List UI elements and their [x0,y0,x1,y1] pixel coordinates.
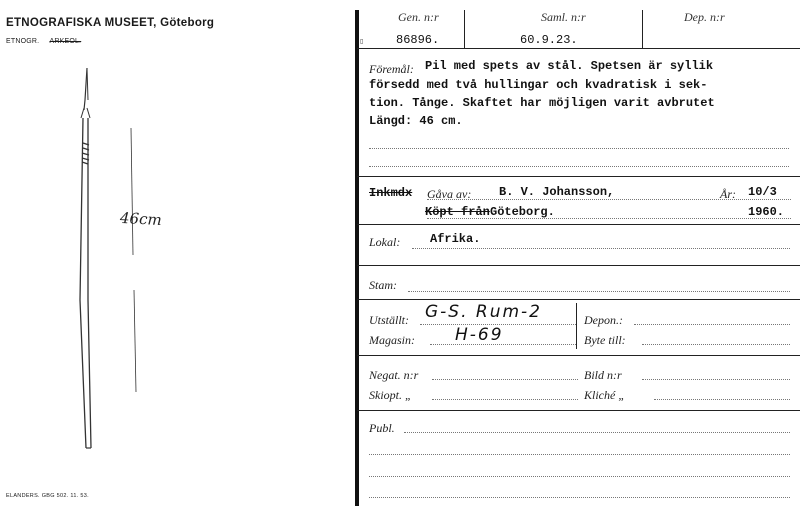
bild-line [642,379,790,380]
donor-name: B. V. Johansson, [499,185,615,199]
lokal-rule [357,265,800,266]
saml-label: Saml. n:r [541,10,586,24]
publ-line-1 [404,432,790,433]
magasin-value: H-69 [455,325,504,345]
gen-value: 86896. [396,33,440,47]
foremal-line-3: tion. Tånge. Skaftet har möjligen varit avbrutet [369,96,715,110]
stam-line [408,291,790,292]
storage-divider [576,303,577,349]
header-rule [357,48,800,49]
donation-struck-2: Köpt från [425,205,490,219]
museum-title: ETNOGRAFISKA MUSEET, Göteborg [6,17,215,29]
publ-line-2 [369,454,790,455]
negat-label: Negat. n:r [369,368,419,382]
byte-label: Byte till: [584,333,626,347]
skiopt-label: Skiopt. „ [369,388,412,402]
publ-line-3 [369,476,790,477]
foremal-line-4: Längd: 46 cm. [369,114,463,128]
publ-label: Publ. [369,421,395,435]
donation-date: 10/3 [748,185,777,199]
card-left-border [355,10,359,506]
saml-value: 60.9.23. [520,33,578,47]
gava-label: Gåva av: [427,187,472,201]
printer-line: ELANDERS. GBG 502. 11. 53. [6,493,89,499]
department-struck: ARKEOL. [49,38,82,45]
dep-label: Dep. n:r [684,10,725,24]
negat-line [432,379,578,380]
storage-rule [357,355,800,356]
photo-rule [357,410,800,411]
depon-line [634,324,790,325]
foremal-label: Föremål: [369,62,414,76]
department-prefix: ETNOGR. [6,38,40,45]
stam-label: Stam: [369,278,397,292]
donation-line-2 [427,218,791,219]
magasin-label: Magasin: [369,333,415,347]
depon-label: Depon.: [584,313,623,327]
header-divider-1 [464,10,465,48]
arrow-drawing [0,0,350,517]
kliche-line [654,399,790,400]
utstallt-label: Utställt: [369,313,410,327]
foremal-blank-line-2 [369,166,789,167]
foremal-blank-line-1 [369,148,789,149]
stam-rule [357,299,800,300]
skiopt-line [432,399,578,400]
donation-place: Göteborg. [490,205,555,219]
lokal-line [412,248,790,249]
length-note: 46cm [119,208,163,230]
lokal-value: Afrika. [430,232,481,246]
foremal-line-2: försedd med två hullingar och kvadratisk i sek- [369,78,708,92]
magasin-line [430,344,576,345]
lokal-label: Lokal: [369,235,401,249]
year-label: År: [720,187,736,201]
foremal-rule [357,176,800,177]
donation-struck-1: Inkmdx [369,186,413,200]
foremal-line-1: Pil med spets av stål. Spetsen är syllik [425,59,714,73]
donation-year: 1960. [748,205,785,219]
byte-line [642,344,790,345]
gen-label: Gen. n:r [398,10,439,24]
bild-label: Bild n:r [584,368,622,382]
hole-mark: ▯ [360,39,364,45]
donation-rule [357,224,800,225]
header-divider-2 [642,10,643,48]
publ-line-4 [369,497,790,498]
donation-line-1 [427,199,791,200]
utstallt-value: G-S. Rum-2 [425,302,543,322]
kliche-label: Kliché „ [584,388,625,402]
